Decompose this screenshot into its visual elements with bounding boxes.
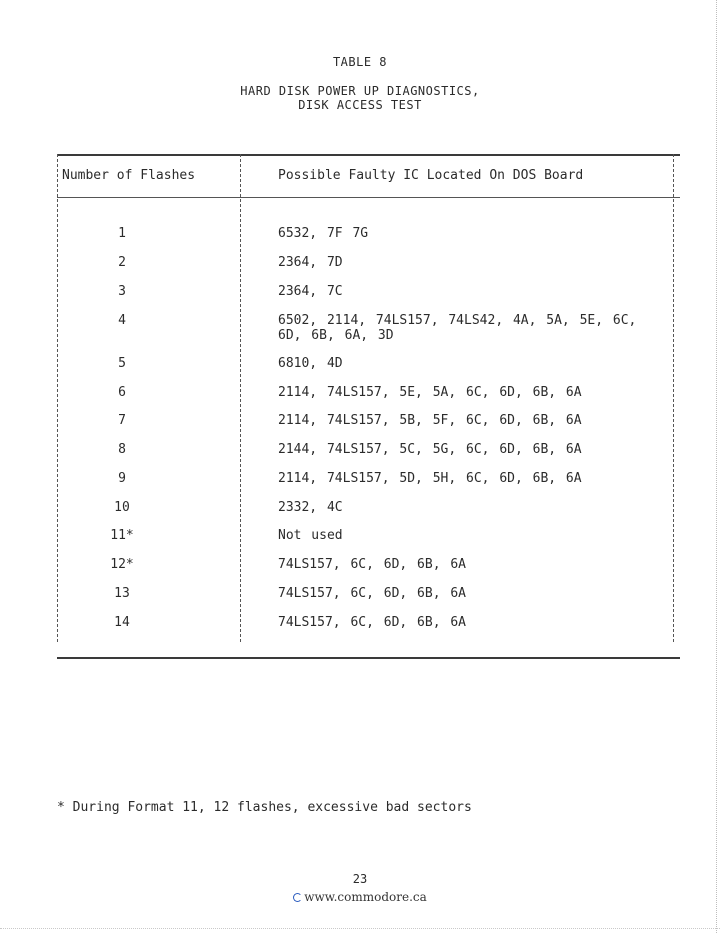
flashes-cell: 8 [118,442,126,457]
ic-cell: 2114, 74LS157, 5B, 5F, 6C, 6D, 6B, 6A [278,413,582,428]
left-border [57,154,58,642]
header-possible-faulty-ic: Possible Faulty IC Located On DOS Board [278,168,584,183]
ic-cell: Not used [278,528,343,543]
table-top-border [57,154,680,156]
footnote: * During Format 11, 12 flashes, excessive bad sectors [57,800,472,815]
ic-cell: 6532, 7F 7G [278,226,369,241]
table-bottom-border [57,657,680,659]
ic-cell: 2364, 7D [278,255,343,270]
flashes-cell: 9 [118,471,126,486]
right-border [673,154,674,642]
table-title: TABLE 8 [332,55,388,69]
flashes-cell: 12* [110,557,134,572]
ic-cell: 74LS157, 6C, 6D, 6B, 6A [278,586,467,601]
flashes-cell: 11* [110,528,134,543]
flashes-cell: 2 [118,255,126,270]
ic-cell: 2144, 74LS157, 5C, 5G, 6C, 6D, 6B, 6A [278,442,582,457]
flashes-cell: 7 [118,413,126,428]
flashes-cell: 13 [114,586,130,601]
flashes-cell: 10 [114,500,130,515]
scan-bottom-edge [0,928,720,929]
flashes-cell: 1 [118,226,126,241]
ic-cell: 6810, 4D [278,356,343,371]
table-subtitle-line2: DISK ACCESS TEST [298,98,422,112]
ic-cell: 74LS157, 6C, 6D, 6B, 6A [278,615,467,630]
column-divider [240,154,241,642]
ic-cell: 2332, 4C [278,500,343,515]
ic-cell: 74LS157, 6C, 6D, 6B, 6A [278,557,467,572]
header-number-of-flashes: Number of Flashes [62,168,196,183]
scan-right-edge [716,0,720,933]
watermark-text: www.commodore.ca [304,890,427,904]
watermark [0,890,720,904]
page-number: 23 [352,872,368,886]
diagnostics-table [57,154,680,642]
table-subtitle-line1: HARD DISK POWER UP DIAGNOSTICS, [240,84,480,98]
commodore-logo-icon [293,893,302,902]
header-separator [57,197,680,198]
flashes-cell: 14 [114,615,130,630]
flashes-cell: 5 [118,356,126,371]
flashes-cell: 4 [118,313,126,328]
flashes-cell: 6 [118,385,126,400]
ic-cell: 2364, 7C [278,284,343,299]
ic-cell: 2114, 74LS157, 5D, 5H, 6C, 6D, 6B, 6A [278,471,582,486]
flashes-cell: 3 [118,284,126,299]
ic-cell: 2114, 74LS157, 5E, 5A, 6C, 6D, 6B, 6A [278,385,582,400]
ic-cell: 6502, 2114, 74LS157, 74LS42, 4A, 5A, 5E, 6C, 6D, 6B, 6A, 3D [278,313,637,343]
